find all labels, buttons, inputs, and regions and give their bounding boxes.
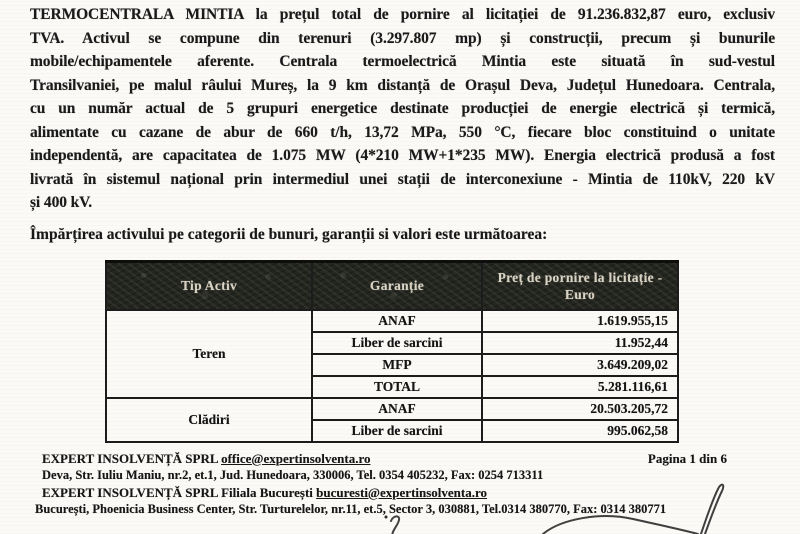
- paragraph-line: și 400 kV.: [30, 194, 93, 211]
- col-header-garantie: Garanție: [312, 261, 482, 310]
- cell-pret: 20.503.205,72: [482, 398, 678, 420]
- address-deva: Deva, Str. Iuliu Maniu, nr.2, et.1, Jud. Hunedoara, 330006, Tel. 0354 405232, Fax: 0254 713311: [42, 467, 544, 482]
- cell-garantie: ANAF: [312, 310, 482, 332]
- table-row: [106, 310, 678, 332]
- footer-line-3: [42, 484, 775, 501]
- email-link-bucuresti[interactable]: bucuresti@expertinsolventa.ro: [316, 484, 488, 500]
- paragraph-breakdown-intro: Împărțirea activului pe categorii de bunuri, garanții si valori este următoarea:: [30, 225, 548, 243]
- col-header-tip-activ: Tip Activ: [106, 261, 312, 310]
- document-footer: [35, 450, 775, 518]
- paragraph-auction-description: [30, 3, 775, 215]
- col-header-pret-line2: Euro: [564, 286, 596, 302]
- table-header-row: [106, 261, 678, 310]
- company-branch-name: EXPERT INSOLVENȚĂ SPRL Filiala București: [42, 484, 313, 500]
- cell-garantie: ANAF: [312, 398, 482, 420]
- footer-line-1: [42, 450, 775, 467]
- paragraph-line: cu un număr actual de 5 grupuri energetice destinate producției de energie electrică și termică,: [30, 100, 775, 117]
- paragraph-line: TERMOCENTRALA MINTIA la prețul total de pornire al licitației de 91.236.832,87 euro, exclusiv: [30, 6, 775, 23]
- address-bucuresti: București, Phoenicia Business Center, Str. Turturelelor, nr.11, et.5, Sector 3, 030881, Tel.0314 380770, Fax: 0314 380771: [35, 501, 667, 516]
- cell-tip-cladiri: Clădiri: [106, 398, 312, 442]
- cell-pret: 11.952,44: [482, 332, 678, 354]
- cell-garantie: MFP: [312, 354, 482, 376]
- table-row: [106, 398, 678, 420]
- paragraph-line: independentă, are capacitatea de 1.075 MW (4*210 MW+1*235 MW). Energia electrică produsă a fost: [30, 147, 775, 164]
- paragraph-line: Transilvaniei, pe malul râului Mureș, la 9 km distanță de Orașul Deva, Județul Hunedoara. Centrala,: [30, 76, 775, 94]
- company-name: EXPERT INSOLVENȚĂ SPRL: [42, 450, 218, 466]
- col-header-pret: [482, 261, 678, 310]
- paragraph-line: mobile/echipamentele aferente. Centrala termoelectrică Mintia este situată în sud-vestul: [30, 53, 775, 70]
- cell-pret: 3.649.209,02: [482, 354, 678, 376]
- footer-company-main: [42, 450, 370, 467]
- col-header-pret-line1: Preț de pornire la licitație -: [497, 269, 663, 285]
- email-link-office[interactable]: office@expertinsolventa.ro: [221, 450, 371, 466]
- cell-garantie: Liber de sarcini: [312, 420, 482, 442]
- cell-pret: 1.619.955,15: [482, 310, 678, 332]
- paragraph-line: alimentate cu cazane de abur de 660 t/h, 13,72 MPa, 550 °C, fiecare bloc constituind o unitate: [30, 123, 775, 141]
- page-indicator: Pagina 1 din 6: [647, 450, 727, 466]
- cell-tip-teren: Teren: [106, 310, 312, 398]
- cell-garantie: Liber de sarcini: [312, 332, 482, 354]
- asset-breakdown-table: [105, 260, 679, 443]
- cell-pret-total: 5.281.116,61: [482, 376, 678, 398]
- paragraph-line: TVA. Activul se compune din terenuri (3.297.807 mp) și construcții, precum și bunurile: [30, 29, 775, 47]
- cell-pret: 995.062,58: [482, 420, 678, 442]
- cell-garantie-total: TOTAL: [312, 376, 482, 398]
- paragraph-line: livrată în sistemul național prin intermediul unei stații de interconexiune - Mintia de 110kV, 220 kV: [30, 170, 775, 188]
